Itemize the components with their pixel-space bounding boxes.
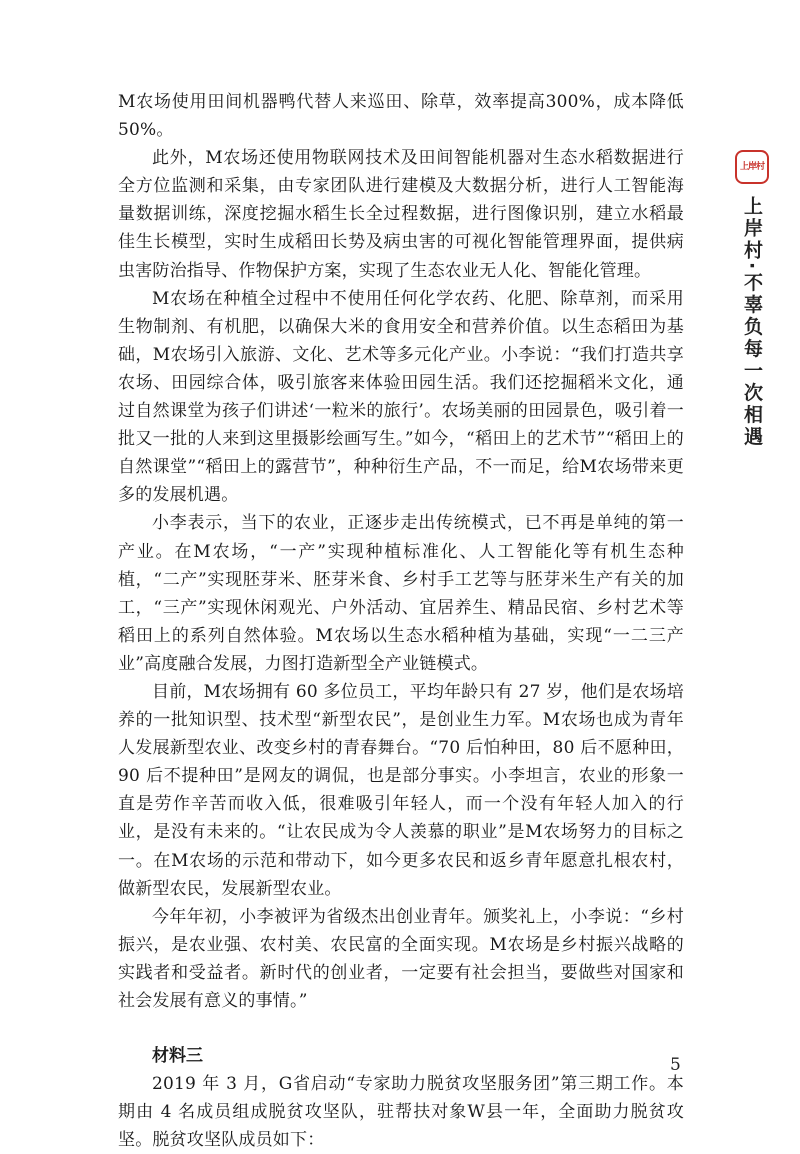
side-tag [732, 150, 772, 448]
page-content [118, 88, 684, 1154]
paragraph-staff: 目前，M农场拥有 60 多位员工，平均年龄只有 27 岁，他们是农场培养的一批知识型、技术型“新型农民”，是创业生力军。M农场也成为青年人发展新型农业、改变乡村的青春舞台。“70 后怕种田，80 后不愿种田，90 后不提种田”是网友的调侃，也是部分事实。小李坦言，农业的形象一直是劳作辛苦而收入低，很难吸引年轻人，而一个没有年轻人加入的行业，是没有未来的。“让农民成为令人羡慕的职业”是M农场努力的目标之一。在M农场的示范和带动下，如今更多农民和返乡青年愿意扎根农村，做新型农民，发展新型农业。 [118, 681, 684, 899]
paragraph-iot: 此外，M农场还使用物联网技术及田间智能机器对生态水稻数据进行全方位监测和采集，由专家团队进行建模及大数据分析，进行人工智能海量数据训练，深度挖掘水稻生长全过程数据，进行图像识别，建立水稻最佳生长模型，实时生成稻田长势及病虫害的可视化智能管理界面，提供病虫害防治指导、作物保护方案，实现了生态农业无人化、智能化管理。 [118, 148, 684, 281]
paragraph-continued: M农场使用田间机器鸭代替人来巡田、除草，效率提高300%，成本降低 50%。 [118, 92, 684, 141]
seal-text: 上岸村 [739, 161, 764, 172]
paragraph-industry: 小李表示，当下的农业，正逐步走出传统模式，已不再是单纯的第一产业。在M农场，“一产”实现种植标准化、人工智能化等有机生态种植，“二产”实现胚芽米、胚芽米食、乡村手工艺等与胚芽米生产有关的加工，“三产”实现休闲观光、户外活动、宜居养生、精品民宿、乡村艺术等稻田上的系列自然体验。M农场以生态水稻种植为基础，实现“一二三产业”高度融合发展，力图打造新型全产业链模式。 [118, 513, 684, 674]
section-paragraph: 2019 年 3 月，G省启动“专家助力脱贫攻坚服务团”第三期工作。本期由 4 名成员组成脱贫攻坚队，驻帮扶对象W县一年，全面助力脱贫攻坚。脱贫攻坚队成员如下： [118, 1074, 684, 1151]
village-seal [735, 150, 769, 184]
paragraph-eco-farming: M农场在种植全过程中不使用任何化学农药、化肥、除草剂，而采用生物制剂、有机肥，以确保大米的食用安全和营养价值。以生态稻田为基础，M农场引入旅游、文化、艺术等多元化产业。小李说：“我们打造共享农场、田园综合体，吸引旅客来体验田园生活。我们还挖掘稻米文化，通过自然课堂为孩子们讲述‘一粒米的旅行’。农场美丽的田园景色，吸引着一批又一批的人来到这里摄影绘画写生。”如今，“稻田上的艺术节”“稻田上的自然课堂”“稻田上的露营节”，种种衍生产品，不一而足，给M农场带来更多的发展机遇。 [118, 288, 684, 506]
page-number: 5 [670, 1055, 681, 1075]
section-heading: 材料三 [152, 1046, 203, 1067]
vertical-motto: 上岸村·不辜负每一次相遇 [741, 196, 763, 449]
paragraph-award: 今年年初，小李被评为省级杰出创业青年。颁奖礼上，小李说：“乡村振兴，是农业强、农村美、农民富的全面实现。M农场是乡村振兴战略的实践者和受益者。新时代的创业者，一定要有社会担当，要做些对国家和社会发展有意义的事情。” [118, 906, 684, 1011]
